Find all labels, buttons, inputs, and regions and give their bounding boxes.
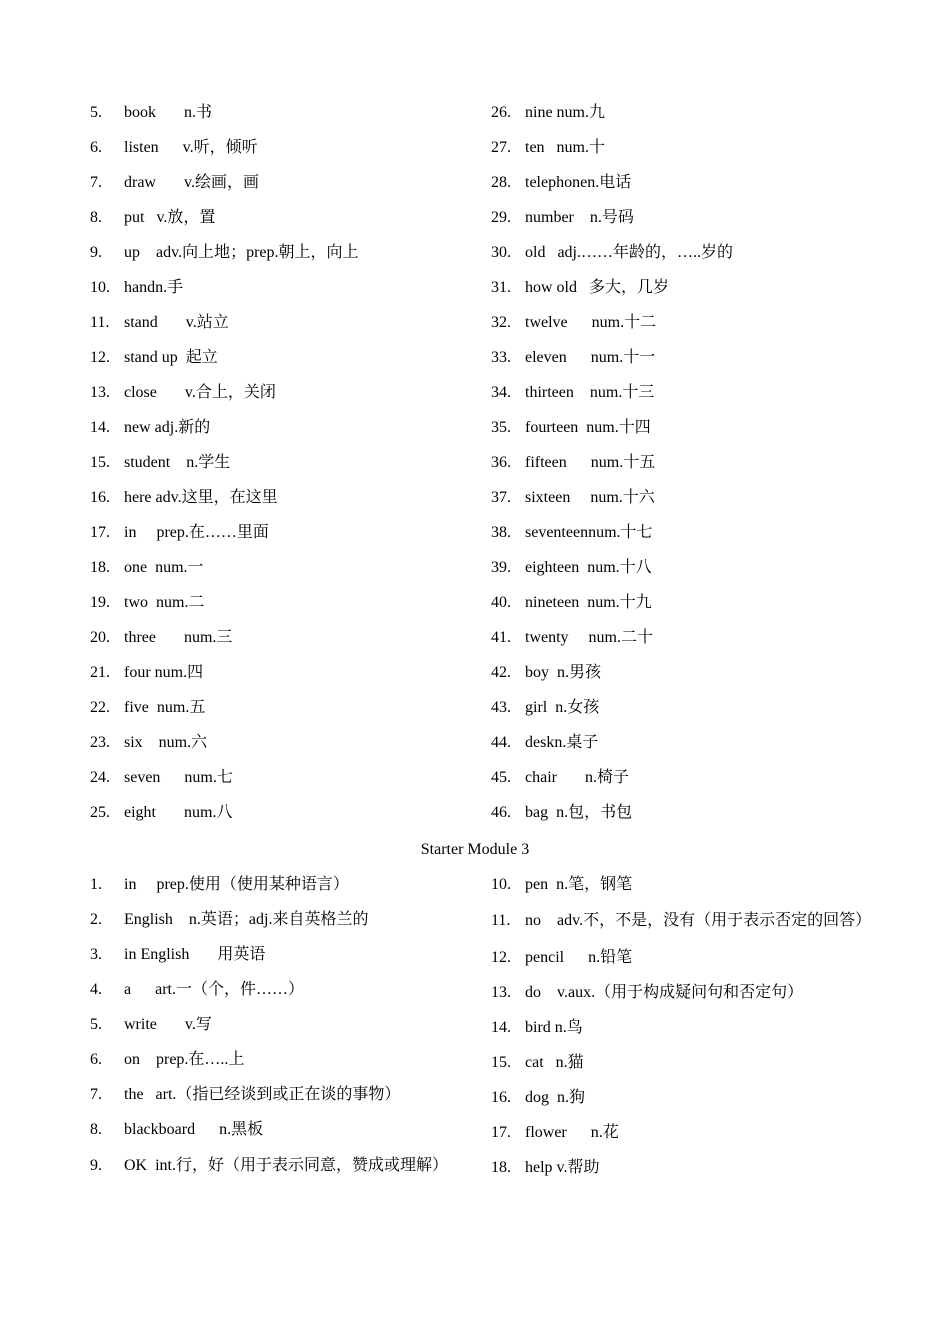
entry-number: 3. <box>90 946 102 963</box>
entry-number: 18. <box>90 559 110 576</box>
entry-number: 16. <box>90 489 110 506</box>
vocab-entry <box>491 445 871 480</box>
entry-number: 44. <box>491 734 511 751</box>
vocab-entry <box>491 165 871 200</box>
entry-number: 15. <box>491 1054 511 1071</box>
entry-text: eight num.八 <box>124 804 233 821</box>
entry-text: blackboard n.黑板 <box>124 1121 264 1138</box>
entry-number: 9. <box>90 1157 102 1174</box>
entry-number: 25. <box>90 804 110 821</box>
vocab-entry <box>491 130 871 165</box>
entry-number: 13. <box>90 384 110 401</box>
entry-text: four num.四 <box>124 664 204 681</box>
entry-text: stand up 起立 <box>124 349 218 366</box>
entry-text: chair n.椅子 <box>525 769 629 786</box>
entry-text: new adj.新的 <box>124 419 211 436</box>
entry-text: boy n.男孩 <box>525 664 602 681</box>
vocab-entry <box>90 270 470 305</box>
entry-number: 4. <box>90 981 102 998</box>
entry-number: 41. <box>491 629 511 646</box>
vocab-entry <box>90 550 470 585</box>
entry-number: 46. <box>491 804 511 821</box>
entry-number: 5. <box>90 1016 102 1033</box>
vocab-entry <box>90 585 470 620</box>
entry-text: do v.aux.（用于构成疑问句和否定句） <box>525 984 804 1001</box>
entry-text: book n.书 <box>124 104 213 121</box>
vocab-entry <box>491 655 871 690</box>
vocab-entry <box>491 95 871 130</box>
entry-number: 34. <box>491 384 511 401</box>
module-heading: Starter Module 3 <box>420 841 530 858</box>
vocab-entry <box>491 340 871 375</box>
entry-number: 45. <box>491 769 511 786</box>
entry-text: girl n.女孩 <box>525 699 600 716</box>
vocab-entry <box>491 1080 871 1115</box>
entry-text: flower n.花 <box>525 1124 619 1141</box>
vocab-entry <box>491 760 871 795</box>
entry-number: 11. <box>90 314 110 331</box>
entry-text: three num.三 <box>124 629 233 646</box>
vocab-entry <box>90 655 470 690</box>
entry-text: pen n.笔，钢笔 <box>525 876 633 893</box>
entry-number: 40. <box>491 594 511 611</box>
entry-text: number n.号码 <box>525 209 634 226</box>
entry-text: listen v.听，倾听 <box>124 139 258 156</box>
entry-number: 11. <box>491 912 511 929</box>
vocab-entry <box>90 902 470 937</box>
entry-number: 30. <box>491 244 511 261</box>
vocab-entry <box>491 940 871 975</box>
vocab-entry <box>491 975 871 1010</box>
entry-text: two num.二 <box>124 594 205 611</box>
entry-text: handn.手 <box>124 279 184 296</box>
vocab-entry <box>90 410 470 445</box>
vocab-list-left-1 <box>90 95 470 830</box>
entry-text: twenty num.二十 <box>525 629 653 646</box>
entry-text: in prep.使用（使用某种语言） <box>124 876 349 893</box>
entry-number: 20. <box>90 629 110 646</box>
vocab-entry <box>491 480 871 515</box>
entry-text: dog n.狗 <box>525 1089 586 1106</box>
entry-number: 38. <box>491 524 511 541</box>
entry-text: draw v.绘画，画 <box>124 174 259 191</box>
vocab-entry <box>491 550 871 585</box>
vocab-entry <box>491 725 871 760</box>
entry-number: 18. <box>491 1159 511 1176</box>
vocab-entry <box>90 480 470 515</box>
entry-text: in English 用英语 <box>124 946 266 963</box>
entry-text: cat n.猫 <box>525 1054 584 1071</box>
entry-number: 10. <box>491 876 511 893</box>
vocab-entry <box>491 235 871 270</box>
entry-number: 28. <box>491 174 511 191</box>
entry-number: 19. <box>90 594 110 611</box>
entry-number: 32. <box>491 314 511 331</box>
entry-text: five num.五 <box>124 699 206 716</box>
entry-text: bag n.包，书包 <box>525 804 633 821</box>
vocab-entry <box>491 270 871 305</box>
entry-text: OK int.行，好（用于表示同意，赞成或理解） <box>124 1157 449 1174</box>
vocab-entry <box>90 690 470 725</box>
entry-text: seventeennum.十七 <box>525 524 653 541</box>
vocab-entry <box>491 1010 871 1045</box>
entry-number: 35. <box>491 419 511 436</box>
vocab-entry <box>90 1112 470 1147</box>
entry-number: 15. <box>90 454 110 471</box>
entry-number: 23. <box>90 734 110 751</box>
vocab-entry <box>90 515 470 550</box>
entry-text: stand v.站立 <box>124 314 229 331</box>
vocab-entry <box>90 760 470 795</box>
entry-number: 8. <box>90 1121 102 1138</box>
vocab-entry <box>90 375 470 410</box>
vocab-entry <box>90 445 470 480</box>
vocab-entry <box>491 867 871 902</box>
vocab-entry <box>90 235 470 270</box>
vocab-list-right-2 <box>491 867 871 1185</box>
vocab-entry <box>491 902 871 940</box>
entry-number: 26. <box>491 104 511 121</box>
vocab-entry <box>90 937 470 972</box>
vocab-entry <box>90 795 470 830</box>
vocab-entry <box>90 725 470 760</box>
vocab-entry <box>90 867 470 902</box>
entry-number: 6. <box>90 139 102 156</box>
vocab-entry <box>90 95 470 130</box>
entry-number: 12. <box>90 349 110 366</box>
entry-number: 22. <box>90 699 110 716</box>
entry-text: seven num.七 <box>124 769 233 786</box>
vocab-list-left-2 <box>90 867 470 1185</box>
entry-text: nineteen num.十九 <box>525 594 652 611</box>
entry-text: on prep.在…..上 <box>124 1051 245 1068</box>
entry-text: ten num.十 <box>525 139 605 156</box>
entry-number: 12. <box>491 949 511 966</box>
entry-number: 29. <box>491 209 511 226</box>
entry-text: a art.一（个，件……） <box>124 981 304 998</box>
vocab-entry <box>491 620 871 655</box>
entry-number: 17. <box>90 524 110 541</box>
vocab-entry <box>491 305 871 340</box>
entry-text: fourteen num.十四 <box>525 419 651 436</box>
entry-number: 7. <box>90 1086 102 1103</box>
entry-number: 31. <box>491 279 511 296</box>
entry-text: eighteen num.十八 <box>525 559 652 576</box>
vocab-entry <box>90 305 470 340</box>
vocab-entry <box>90 972 470 1007</box>
entry-text: old adj.……年龄的，…..岁的 <box>525 244 733 261</box>
vocab-entry <box>90 1077 470 1112</box>
vocab-entry <box>491 690 871 725</box>
entry-text: how old 多大，几岁 <box>525 279 670 296</box>
entry-text: close v.合上，关闭 <box>124 384 276 401</box>
entry-number: 7. <box>90 174 102 191</box>
entry-number: 33. <box>491 349 511 366</box>
entry-number: 24. <box>90 769 110 786</box>
entry-text: deskn.桌子 <box>525 734 599 751</box>
entry-text: bird n.鸟 <box>525 1019 583 1036</box>
entry-number: 17. <box>491 1124 511 1141</box>
vocab-entry <box>90 620 470 655</box>
vocab-entry <box>491 410 871 445</box>
entry-number: 6. <box>90 1051 102 1068</box>
entry-number: 5. <box>90 104 102 121</box>
entry-number: 1. <box>90 876 102 893</box>
vocab-entry <box>491 1045 871 1080</box>
vocab-list-right-1 <box>491 95 871 830</box>
vocab-entry <box>90 1007 470 1042</box>
entry-text: student n.学生 <box>124 454 231 471</box>
entry-text: telephonen.电话 <box>525 174 632 191</box>
entry-text: fifteen num.十五 <box>525 454 656 471</box>
entry-number: 42. <box>491 664 511 681</box>
entry-text: six num.六 <box>124 734 208 751</box>
entry-number: 13. <box>491 984 511 1001</box>
entry-number: 16. <box>491 1089 511 1106</box>
entry-text: help v.帮助 <box>525 1159 600 1176</box>
vocab-entry <box>90 1147 470 1185</box>
vocab-entry <box>90 165 470 200</box>
entry-number: 9. <box>90 244 102 261</box>
entry-number: 36. <box>491 454 511 471</box>
entry-number: 10. <box>90 279 110 296</box>
entry-text: sixteen num.十六 <box>525 489 655 506</box>
entry-text: put v.放，置 <box>124 209 216 226</box>
entry-number: 14. <box>90 419 110 436</box>
entry-number: 39. <box>491 559 511 576</box>
vocab-entry <box>491 375 871 410</box>
vocab-entry <box>90 340 470 375</box>
entry-text: English n.英语；adj.来自英格兰的 <box>124 911 369 928</box>
vocab-entry <box>90 1042 470 1077</box>
vocab-entry <box>90 200 470 235</box>
entry-number: 43. <box>491 699 511 716</box>
vocab-entry <box>491 1150 871 1185</box>
entry-number: 27. <box>491 139 511 156</box>
entry-text: the art.（指已经谈到或正在谈的事物） <box>124 1086 401 1103</box>
entry-text: nine num.九 <box>525 104 605 121</box>
entry-text: up adv.向上地；prep.朝上，向上 <box>124 244 359 261</box>
entry-text: in prep.在……里面 <box>124 524 269 541</box>
vocab-entry <box>90 130 470 165</box>
vocab-entry <box>491 515 871 550</box>
entry-text: twelve num.十二 <box>525 314 657 331</box>
vocab-entry <box>491 1115 871 1150</box>
entry-text: no adv.不，不是，没有（用于表示否定的回答） <box>525 912 872 929</box>
entry-number: 14. <box>491 1019 511 1036</box>
entry-text: pencil n.铅笔 <box>525 949 633 966</box>
entry-text: write v.写 <box>124 1016 212 1033</box>
entry-text: one num.一 <box>124 559 204 576</box>
vocab-entry <box>491 585 871 620</box>
entry-text: here adv.这里，在这里 <box>124 489 278 506</box>
entry-text: eleven num.十一 <box>525 349 656 366</box>
entry-text: thirteen num.十三 <box>525 384 655 401</box>
entry-number: 2. <box>90 911 102 928</box>
entry-number: 8. <box>90 209 102 226</box>
entry-number: 37. <box>491 489 511 506</box>
vocab-entry <box>491 200 871 235</box>
entry-number: 21. <box>90 664 110 681</box>
vocab-entry <box>491 795 871 830</box>
